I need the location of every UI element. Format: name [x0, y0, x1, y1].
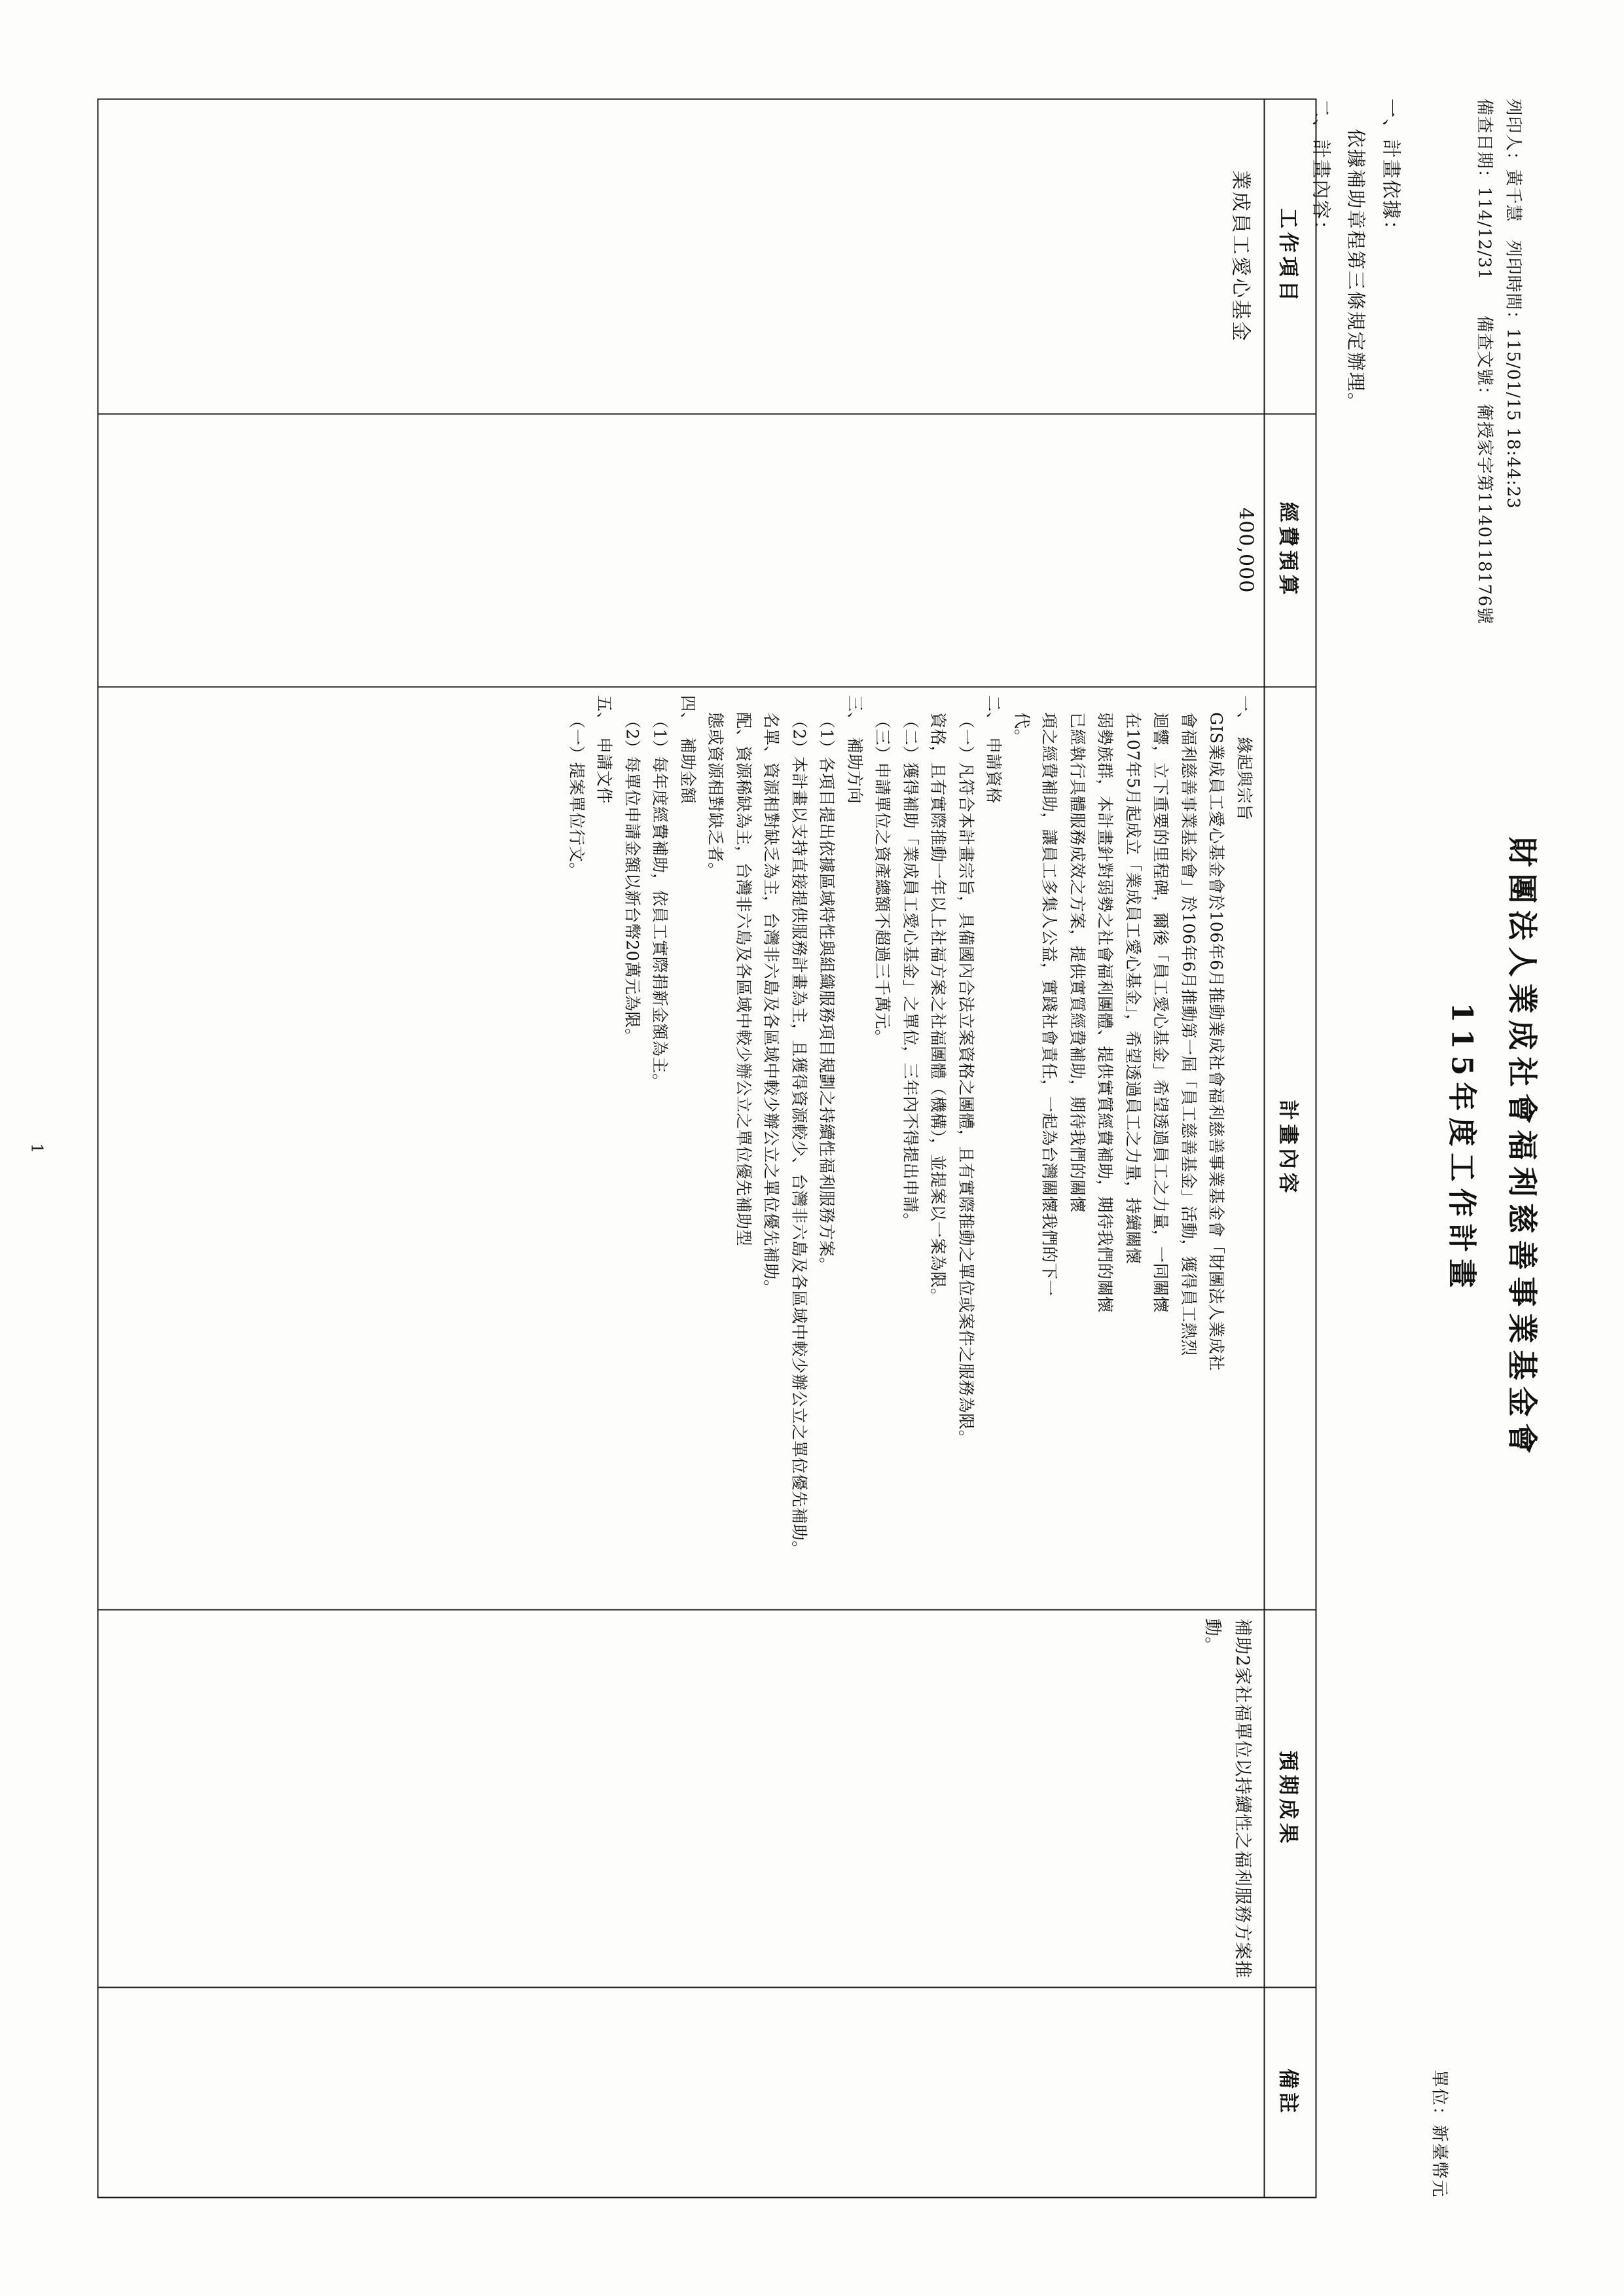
plan-content-line: （2）每單位申請金額以新台幣20萬元為限。 [623, 712, 641, 1045]
document-title: 115年度工作計畫 [1445, 1002, 1478, 1295]
plan-content-line: 代。 [1012, 712, 1031, 746]
print-meta-line-1: 列印人：黃千慧 列印時間：115/01/15 18:44:23 [1503, 98, 1523, 509]
plan-content-line: 會福利慈善事業基金會」於106年6月推動第一屆「員工慈善基金」活動，獲得員工熱烈 [1179, 712, 1198, 1356]
plan-content-line: 在107年5月起成立「業成員工愛心基金」，希望透過員工之力量，持續關懷 [1123, 712, 1142, 1265]
plan-content-line: 項之經費補助，讓員工多集人公益，實踐社會責任，一起為台灣關懷我們的下一 [1039, 712, 1059, 1297]
plan-content-line: （2）本計畫以支持直接提供服務計畫為主，且獲得資源較少、台灣非六島及各區域中較少辦公立之單位優先補助。 [789, 712, 808, 1558]
preamble-item-2: 二、計畫內容： [1309, 98, 1332, 241]
plan-content-body [563, 695, 1257, 1602]
plan-content-line: 五、 申請文件 [594, 695, 614, 804]
plan-content-line: 弱勢族群，本計畫針對弱勢之社會福利團體、提供實質經費補助，期待我們的關懷 [1095, 712, 1115, 1314]
rotated-scan-sheet [0, 1, 1624, 2296]
cell-expected-result: 補助2家社福單位以持續性之福利服務方案推動。 [98, 1610, 1264, 1988]
plan-content-line: （三）申請單位之資產總額不超過三千萬元。 [873, 712, 892, 1047]
plan-content-line: 資格，且有實際推動一年以上社福方案之社福團體（機構），並提案以一案為限。 [928, 712, 948, 1305]
plan-content-line: 迴響，立下重要的里程碑，爾後「員工愛心基金」希望透過員工之力量，一同關懷 [1151, 712, 1170, 1314]
title-block [1443, 1, 1545, 2296]
plan-content-line: （一）凡符合本計畫宗旨，具備國內合法立案資格之團體，且有實際推動之單位或案件之服務為限。 [956, 712, 975, 1447]
plan-content-line: （1）每年度經費補助，依員工實際捐新金額為主。 [650, 712, 670, 1090]
plan-content-line: 配、資源稀缺為主，台灣非六島及各區域中較少辦公立之單位優先補助型 [734, 712, 753, 1247]
table-row [98, 99, 1264, 2198]
plan-content-line: 一、 緣起與宗旨 [1235, 695, 1254, 821]
header-budget: 經費預算 [1264, 414, 1316, 687]
preamble-item-1-detail: 依據補助章程第三條規定辦理。 [1344, 128, 1367, 413]
plan-content-line: （1）各項目提出依據區域特性與組織服務項目規劃之持續性福利服務方案。 [817, 712, 837, 1274]
header-remark: 備註 [1264, 1988, 1316, 2198]
plan-content-line: 態或資源相對缺乏者。 [706, 712, 725, 880]
currency-unit-note: 單位：新臺幣元 [1429, 2070, 1449, 2198]
plan-content-line: 名單、資源相對缺乏為主，台灣非六島及各區域中較少辦公立之單位優先補助。 [761, 712, 781, 1297]
header-work-item: 工作項目 [1264, 99, 1316, 414]
plan-content-line: 已經執行具體服務成效之方案，提供實質經費補助，期待我們的關懷 [1068, 712, 1087, 1213]
cell-budget: 400,000 [98, 414, 1264, 687]
plan-content-line: （二）獲得補助「業成員工愛心基金」之單位，三年內不得提出申請。 [901, 712, 920, 1230]
preamble-section [1303, 99, 1408, 413]
plan-content-line: GIS業成員工愛心基金會於106年6月推動業成社會福利慈善事業基金會「財團法人業成社 [1206, 712, 1226, 1371]
header-expected-result: 預期成果 [1264, 1610, 1316, 1988]
cell-work-item: 業成員工愛心基金 [98, 99, 1264, 414]
organization-title: 財團法人業成社會福利慈善事業基金會 [1504, 836, 1540, 1460]
plan-content-line: 二、 申請資格 [984, 695, 1003, 804]
plan-content-line: （一）提案單位行文。 [567, 712, 586, 880]
header-plan-content: 計畫內容 [1264, 687, 1316, 1610]
preamble-item-1: 一、計畫依據： [1380, 98, 1402, 241]
plan-content-line: 三、 補助方向 [845, 695, 864, 804]
table-header-row [1264, 99, 1316, 2198]
cell-plan-content [98, 687, 1264, 1610]
cell-remark [98, 1988, 1264, 2198]
work-plan-table [97, 99, 1316, 2198]
page-number: 1 [27, 1143, 46, 1154]
plan-table-wrapper [97, 99, 1316, 2198]
print-meta-line-2: 備查日期：114/12/31 備查文號：衛授家字第1140118176號 [1473, 98, 1494, 625]
plan-content-line: 四、 補助金額 [678, 695, 697, 804]
sheet-inner [0, 1, 1624, 2296]
